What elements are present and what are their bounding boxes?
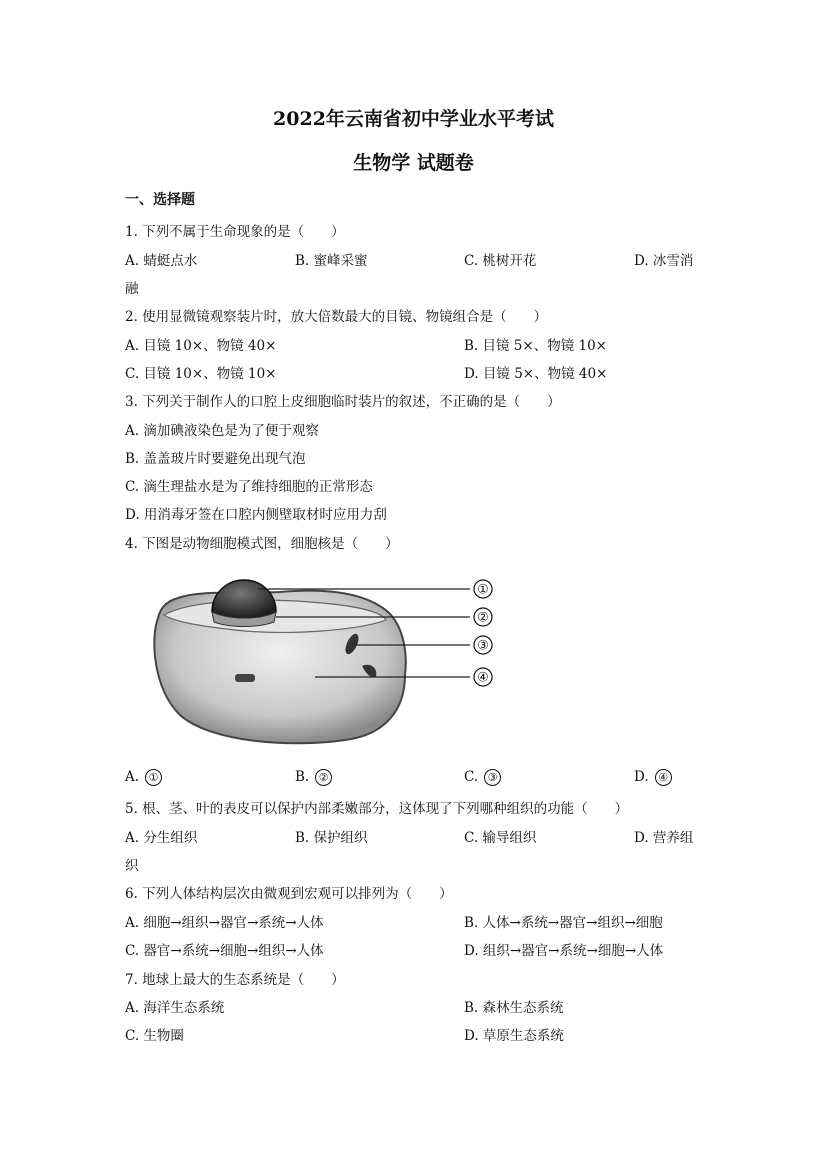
q4-option-c-value: ③ bbox=[484, 769, 501, 786]
figure-label-3 bbox=[474, 636, 492, 654]
q5-option-d-cont: 织 bbox=[125, 858, 139, 874]
organelle-left bbox=[235, 674, 255, 682]
q4-option-d bbox=[634, 769, 672, 786]
q5-option-b: B. 保护组织 bbox=[295, 830, 368, 846]
q1-option-d-cont: 融 bbox=[125, 281, 139, 297]
q4-option-a-letter: A. bbox=[125, 769, 140, 785]
q4-option-d-value: ④ bbox=[655, 769, 672, 786]
q6-option-a: A. 细胞→组织→器官→系统→人体 bbox=[125, 915, 324, 931]
figure-label-2 bbox=[474, 608, 492, 626]
page-title: 2022年云南省初中学业水平考试 bbox=[273, 108, 554, 130]
q1-option-b: B. 蜜峰采蜜 bbox=[295, 253, 368, 269]
svg-text:②: ② bbox=[477, 610, 489, 626]
q1-option-a: A. 蜻蜓点水 bbox=[125, 253, 198, 269]
figure-label-1 bbox=[474, 580, 492, 598]
question-1-stem: 1. 下列不属于生命现象的是（ ） bbox=[125, 224, 345, 240]
q4-option-a-value: ① bbox=[145, 769, 162, 786]
q4-option-c bbox=[464, 769, 501, 786]
svg-text:③: ③ bbox=[477, 638, 489, 654]
question-6-stem: 6. 下列人体结构层次由微观到宏观可以排列为（ ） bbox=[125, 886, 453, 902]
q2-option-d: D. 目镜 5×、物镜 40× bbox=[464, 366, 608, 382]
question-7-stem: 7. 地球上最大的生态系统是（ ） bbox=[125, 972, 345, 988]
q5-option-c: C. 输导组织 bbox=[464, 830, 537, 846]
q5-option-a: A. 分生组织 bbox=[125, 830, 198, 846]
q4-option-c-letter: C. bbox=[464, 769, 479, 785]
question-5-stem: 5. 根、茎、叶的表皮可以保护内部柔嫩部分，这体现了下列哪种组织的功能（ ） bbox=[125, 801, 629, 817]
animal-cell-diagram bbox=[140, 570, 520, 750]
q3-option-b: B. 盖盖玻片时要避免出现气泡 bbox=[125, 451, 306, 467]
animal-cell-figure bbox=[140, 570, 520, 750]
q3-option-c: C. 滴生理盐水是为了维持细胞的正常形态 bbox=[125, 479, 373, 495]
q7-option-c: C. 生物圈 bbox=[125, 1028, 184, 1044]
q7-option-b: B. 森林生态系统 bbox=[464, 1000, 564, 1016]
figure-label-4 bbox=[474, 668, 492, 686]
question-3-stem: 3. 下列关于制作人的口腔上皮细胞临时装片的叙述，不正确的是（ ） bbox=[125, 394, 561, 410]
q4-option-b-letter: B. bbox=[295, 769, 310, 785]
q6-option-c: C. 器官→系统→细胞→组织→人体 bbox=[125, 943, 324, 959]
question-4-stem: 4. 下图是动物细胞模式图，细胞核是（ ） bbox=[125, 536, 399, 552]
q5-option-d: D. 营养组 bbox=[634, 830, 694, 846]
q4-option-b-value: ② bbox=[315, 769, 332, 786]
q4-option-d-letter: D. bbox=[634, 769, 649, 785]
question-2-stem: 2. 使用显微镜观察装片时，放大倍数最大的目镜、物镜组合是（ ） bbox=[125, 309, 548, 325]
q3-option-d: D. 用消毒牙签在口腔内侧壁取材时应用力刮 bbox=[125, 507, 387, 523]
q7-option-a: A. 海洋生态系统 bbox=[125, 1000, 225, 1016]
page-subtitle: 生物学 试题卷 bbox=[353, 152, 474, 174]
q4-option-a bbox=[125, 769, 162, 786]
q2-option-a: A. 目镜 10×、物镜 40× bbox=[125, 338, 277, 354]
svg-text:①: ① bbox=[477, 582, 489, 598]
section-heading: 一、选择题 bbox=[125, 192, 195, 208]
nucleus-shape bbox=[212, 580, 276, 618]
q2-option-c: C. 目镜 10×、物镜 10× bbox=[125, 366, 277, 382]
svg-text:④: ④ bbox=[477, 670, 489, 686]
q6-option-b: B. 人体→系统→器官→组织→细胞 bbox=[464, 915, 663, 931]
q4-option-b bbox=[295, 769, 332, 786]
q6-option-d: D. 组织→器官→系统→细胞→人体 bbox=[464, 943, 664, 959]
q7-option-d: D. 草原生态系统 bbox=[464, 1028, 564, 1044]
q1-option-d: D. 冰雪消 bbox=[634, 253, 694, 269]
q1-option-c: C. 桃树开花 bbox=[464, 253, 537, 269]
q3-option-a: A. 滴加碘液染色是为了便于观察 bbox=[125, 423, 319, 439]
q2-option-b: B. 目镜 5×、物镜 10× bbox=[464, 338, 607, 354]
